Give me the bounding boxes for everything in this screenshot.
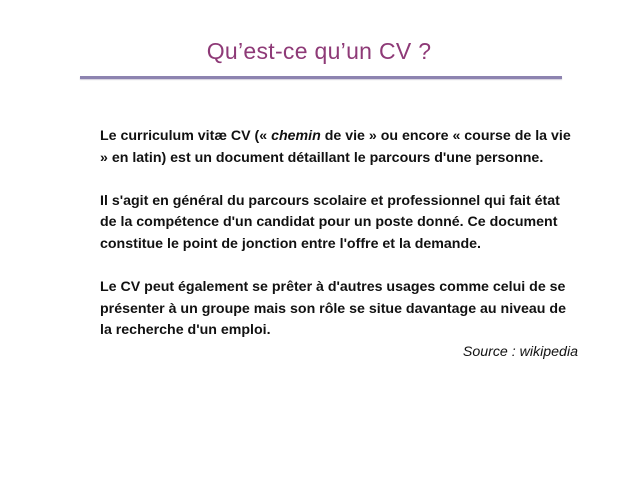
paragraph-purpose: Il s'agit en général du parcours scolaire et professionnel qui fait état de la compétence d'un candidat pour un poste donné. Ce document constitue le point de jonction entre l'offre et la demande. [100,192,560,252]
source-citation: Source : wikipedia [462,343,578,360]
paragraph-definition-end: de vie » ou encore « course de la vie » en latin) est un document détaillant le parcours d'une personne. [100,128,571,166]
paragraph-definition-italic: chemin [271,128,321,144]
body-text [100,126,578,364]
title-underline [80,76,562,79]
paragraph-definition-start: Le curriculum vitæ CV (« [100,128,272,144]
paragraph-usage: Le CV peut également se prêter à d'autres usages comme celui de se présenter à un groupe mais son rôle se situe davantage au niveau de la recherche d'un emploi. [100,279,566,339]
slide-title: Qu’est-ce qu’un CV ? [206,38,432,64]
paragraph-definition [100,126,578,169]
